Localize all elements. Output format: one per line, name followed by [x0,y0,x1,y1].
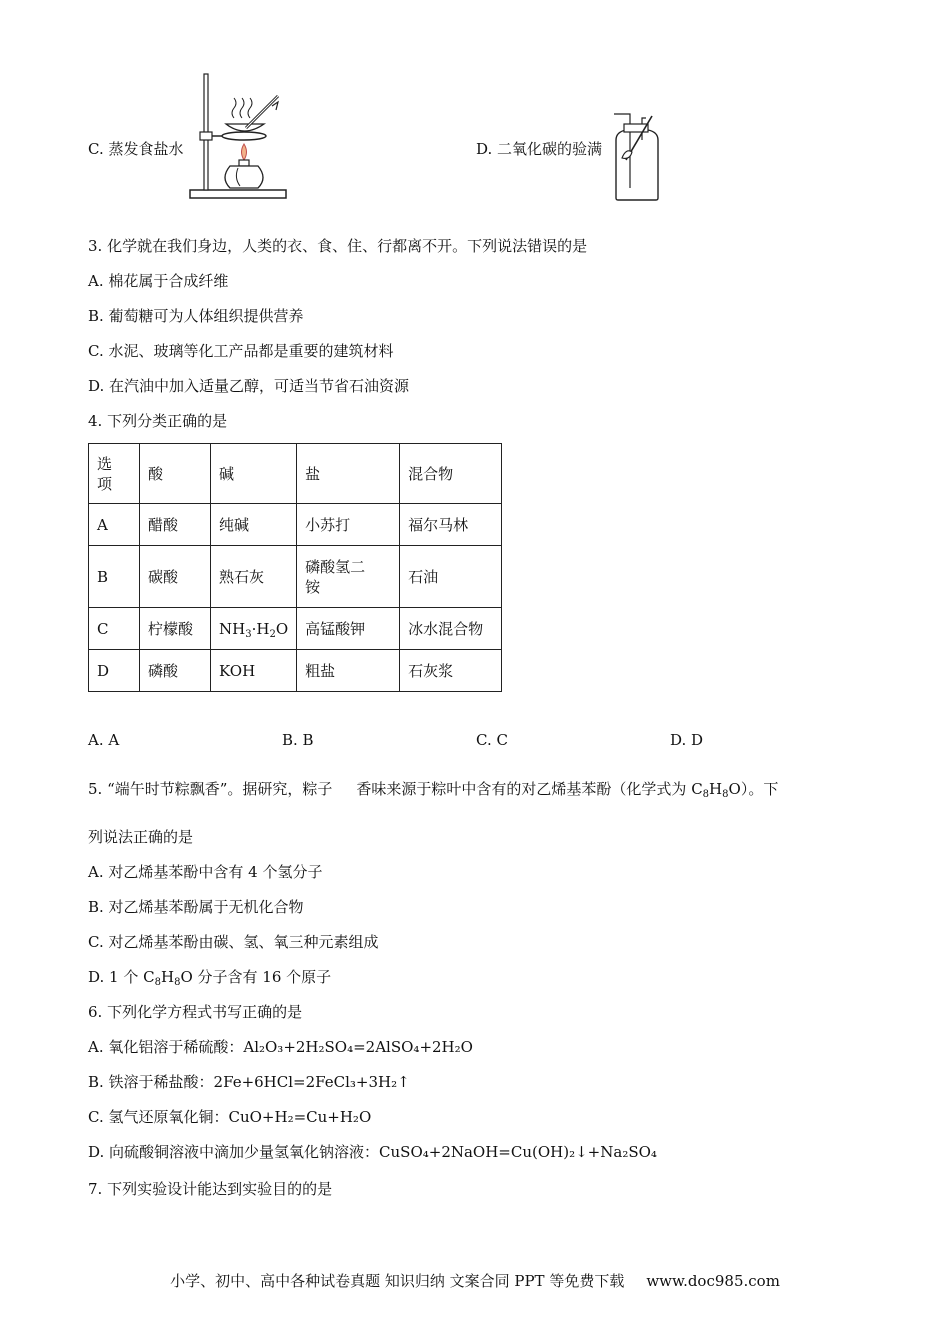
table-cell: 粗盐 [297,650,400,692]
table-cell: C [89,608,140,650]
question-6-option-c: C. 氢气还原氧化铜：CuO+H₂=Cu+H₂O [88,1108,372,1126]
question-3-option-c: C. 水泥、玻璃等化工产品都是重要的建筑材料 [88,342,394,360]
table-cell: 醋酸 [140,504,211,546]
table-cell: 磷酸 [140,650,211,692]
question-6-stem: 6. 下列化学方程式书写正确的是 [88,1003,303,1021]
table-header-cell: 盐 [297,444,400,504]
gas-bottle-figure [608,110,668,204]
question-3-option-d: D. 在汽油中加入适量乙醇，可适当节省石油资源 [88,377,410,395]
question-5-option-b: B. 对乙烯基苯酚属于无机化合物 [88,898,304,916]
question-6-option-b: B. 铁溶于稀盐酸：2Fe+6HCl=2FeCl₃+3H₂↑ [88,1073,410,1091]
table-row [89,546,502,608]
table-cell: 冰水混合物 [400,608,502,650]
question-4-answer-b: B. B [282,731,314,749]
question-7-stem: 7. 下列实验设计能达到实验目的的是 [88,1180,333,1198]
table-row [89,504,502,546]
table-cell: 磷酸氢二 铵 [297,546,400,608]
table-cell: $NH_3\cdot H_2O$ [211,608,297,650]
table-cell: KOH [211,650,297,692]
question-5-stem-line1: 5. “端午时节粽飘香”。据研究，粽子 香味来源于粽叶中含有的对乙烯基苯酚（化学式为 $C_8H_8O$）。下 [88,780,779,800]
table-cell: 石灰浆 [400,650,502,692]
option-c-label: C. 蒸发食盐水 [88,140,184,158]
question-4-stem: 4. 下列分类正确的是 [88,412,228,430]
table-cell: A [89,504,140,546]
question-3-stem: 3. 化学就在我们身边，人类的衣、食、住、行都离不开。下列说法错误的是 [88,237,588,255]
table-header-cell: 酸 [140,444,211,504]
table-cell: D [89,650,140,692]
footer-url[interactable]: www.doc985.com [646,1272,780,1290]
table-cell: 纯碱 [211,504,297,546]
table-cell: 熟石灰 [211,546,297,608]
evaporation-apparatus-figure [188,70,288,202]
table-cell: 碳酸 [140,546,211,608]
table-header-cell: 选 项 [89,444,140,504]
question-3-option-a: A. 棉花属于合成纤维 [88,272,229,290]
question-4-answer-c: C. C [476,731,508,749]
footer-text: 小学、初中、高中各种试卷真题 知识归纳 文案合同 PPT 等免费下载 [170,1272,625,1290]
table-cell: 石油 [400,546,502,608]
question-5-option-c: C. 对乙烯基苯酚由碳、氢、氧三种元素组成 [88,933,379,951]
table-cell: 高锰酸钾 [297,608,400,650]
question-5-option-a: A. 对乙烯基苯酚中含有 4 个氢分子 [88,863,323,881]
question-4-answer-d: D. D [670,731,704,749]
table-header-cell: 混合物 [400,444,502,504]
page-footer [0,1270,950,1291]
question-4-answer-a: A. A [88,731,120,749]
table-header-row [89,444,502,504]
classification-table [88,443,502,692]
table-cell: 小苏打 [297,504,400,546]
question-6-option-d: D. 向硫酸铜溶液中滴加少量氢氧化钠溶液：CuSO₄+2NaOH=Cu(OH)₂↓+Na₂SO₄ [88,1143,657,1161]
question-5-option-d: D. 1 个 $C_8H_8O$ 分子含有 16 个原子 [88,968,332,988]
table-row [89,650,502,692]
table-header-cell: 碱 [211,444,297,504]
question-5-stem-line2: 列说法正确的是 [88,828,194,846]
table-row [89,608,502,650]
question-6-option-a: A. 氧化铝溶于稀硫酸：Al₂O₃+2H₂SO₄=2AlSO₄+2H₂O [88,1038,473,1056]
table-cell: 柠檬酸 [140,608,211,650]
option-d-label: D. 二氧化碳的验满 [476,140,603,158]
table-cell: 福尔马林 [400,504,502,546]
table-cell: B [89,546,140,608]
question-3-option-b: B. 葡萄糖可为人体组织提供营养 [88,307,304,325]
